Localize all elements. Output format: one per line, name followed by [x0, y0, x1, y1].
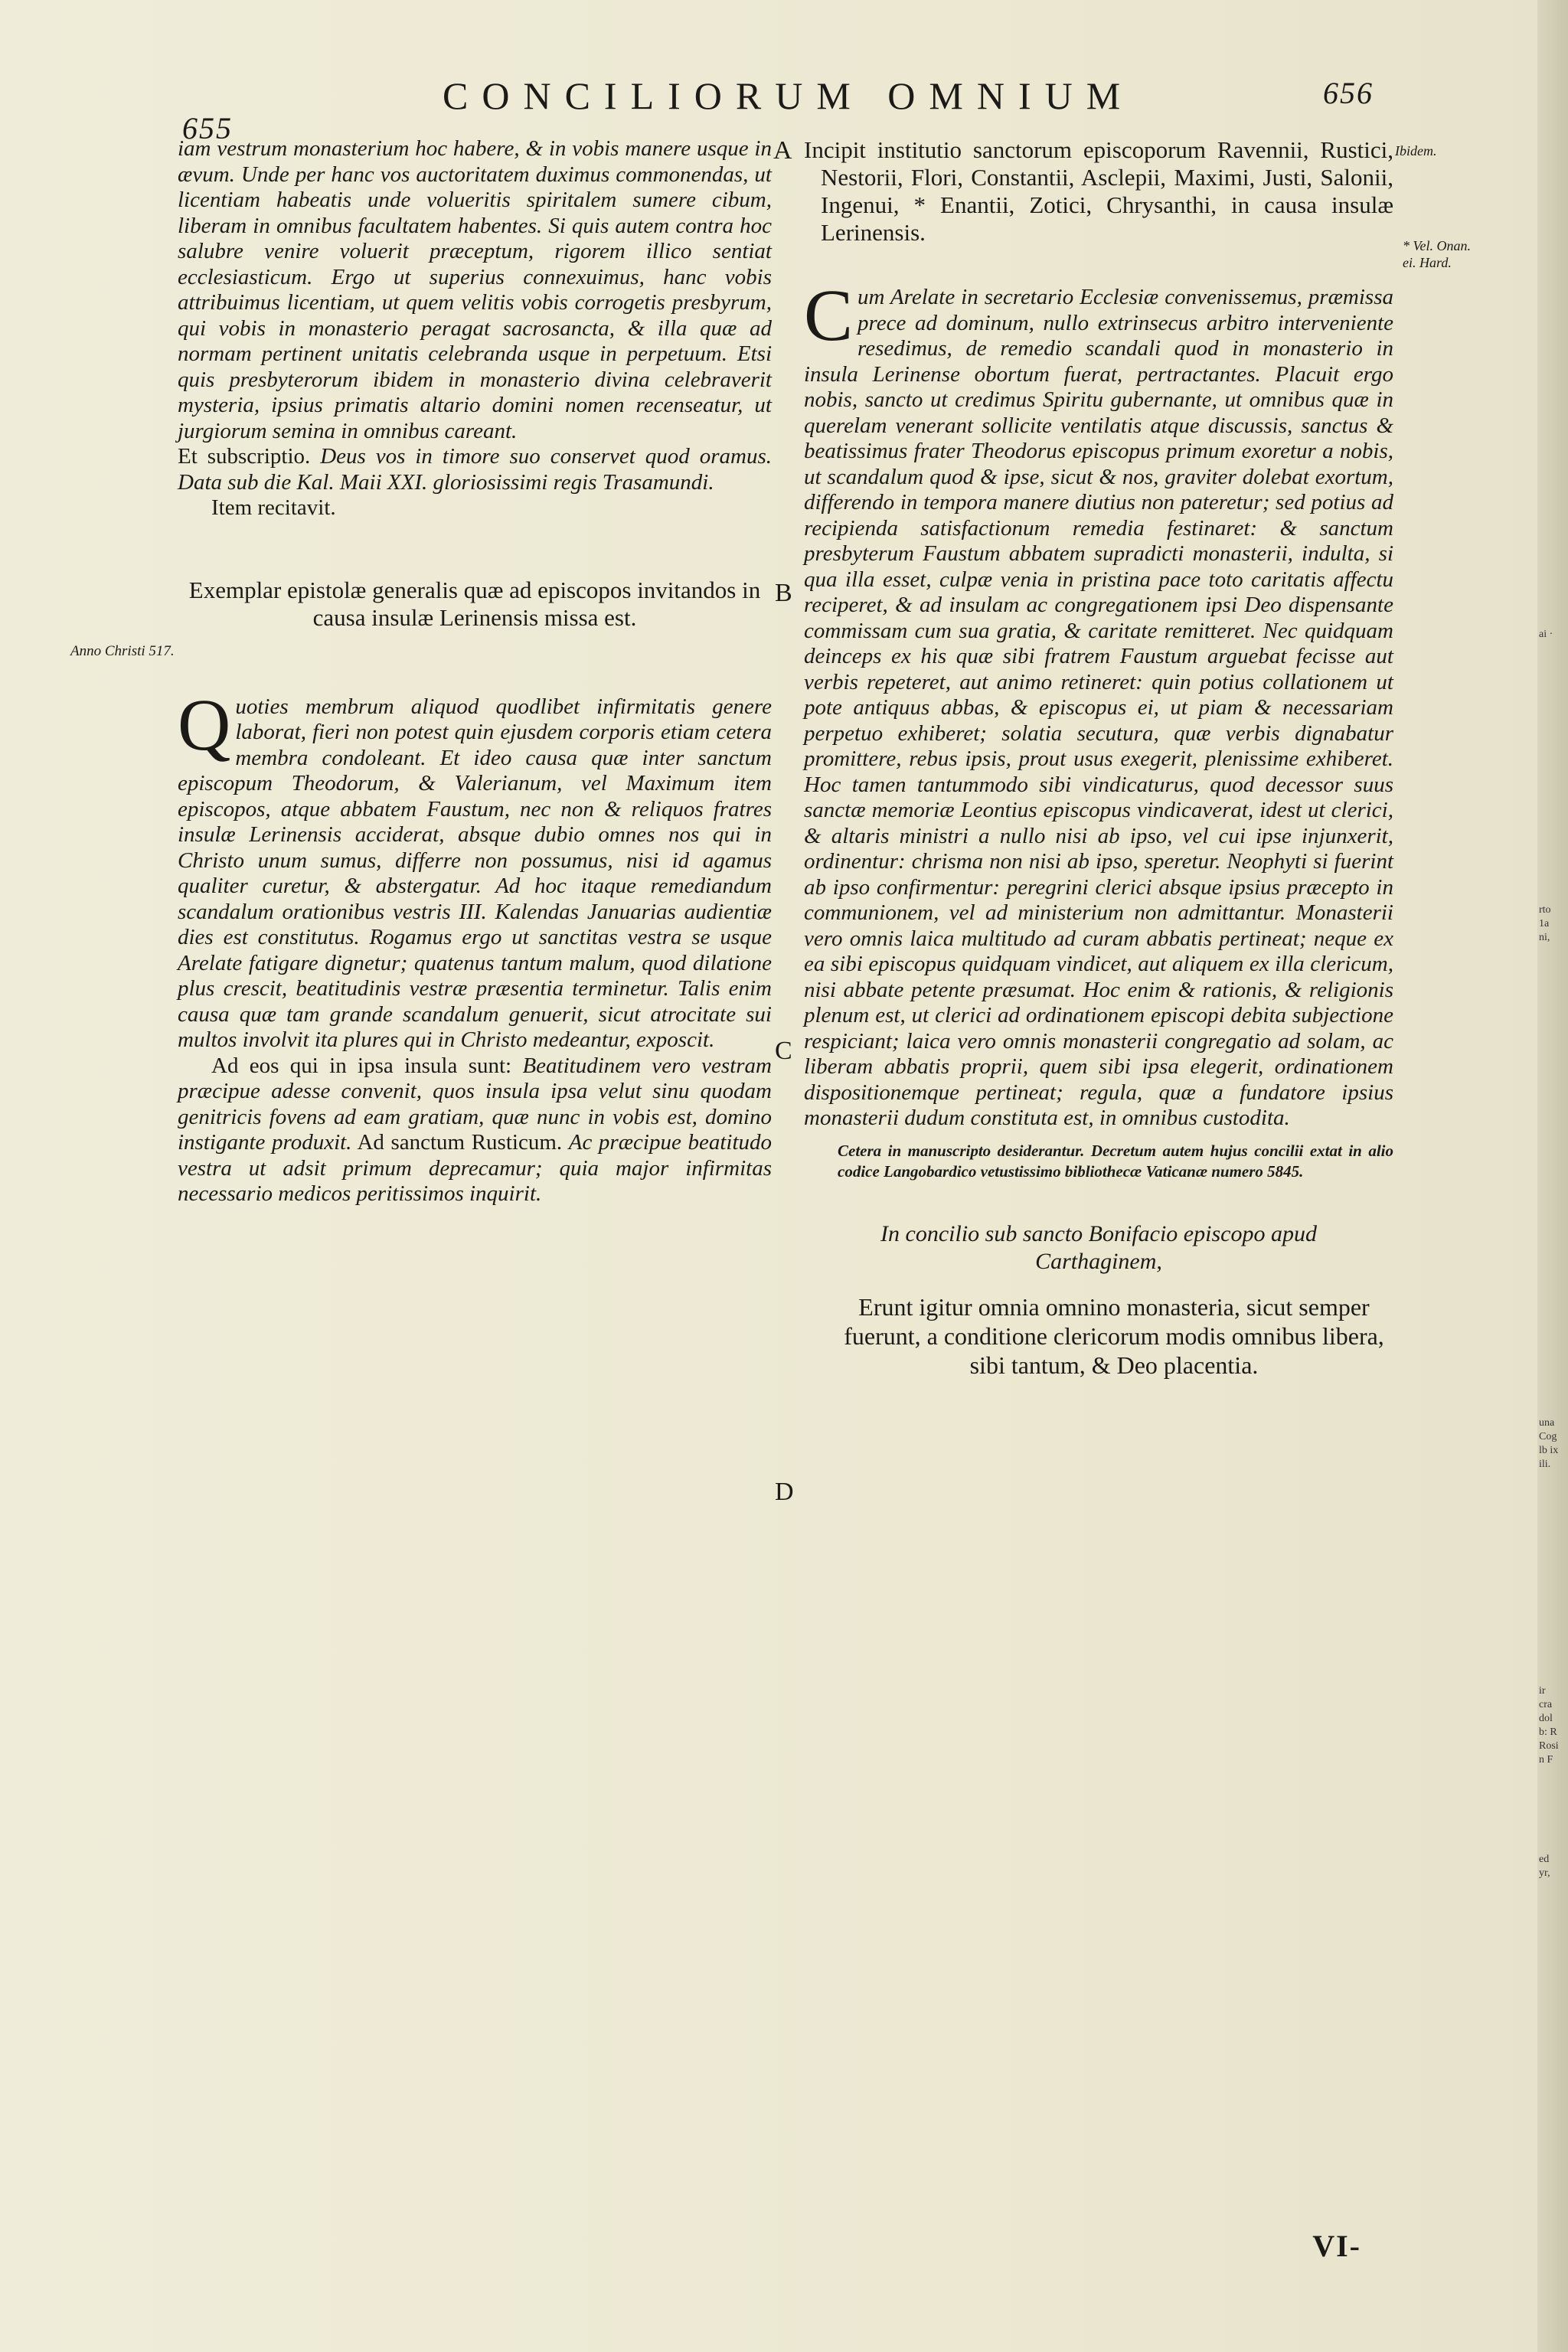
ibidem-note: Ibidem. — [1395, 143, 1437, 158]
running-title: CONCILIORUM OMNIUM — [443, 74, 1135, 117]
section-mark-a: A — [773, 136, 792, 165]
concilium-subheading: In concilio sub sancto Bonifacio episcopo apud Carthaginem, — [880, 1220, 1317, 1274]
final-lead: Ad eos qui in ipsa insula sunt: — [211, 1053, 512, 1078]
section-mark-d: D — [775, 1478, 794, 1506]
final-text: Beatitudinem vero vestram præcipue adesse convenit, quos insula ipsa velut sinu quodam genitricis fovens ad eam gratiam, quæ nunc in vobis est, domino instigante produxit. — [178, 1053, 772, 1155]
adjacent-page-edge — [1537, 0, 1568, 2352]
right-column — [804, 136, 1393, 1380]
edge-fragment: ed yr, — [1539, 1854, 1550, 1879]
signature-mark: VI- — [1312, 2229, 1361, 2263]
edge-fragment: una Cog lb ix ili. — [1539, 1417, 1559, 1470]
variant-note: * Vel. Onan. ei. Hard. — [1403, 238, 1471, 270]
edge-fragment: ir cra dol b: R Rosi n F — [1539, 1685, 1559, 1766]
page-number-right: 656 — [1323, 76, 1374, 110]
final-lead-2: Ad sanctum Rusticum. — [357, 1130, 563, 1155]
edge-fragment: ai · — [1539, 629, 1553, 640]
anno-christi-note: Anno Christi 517. — [70, 643, 175, 659]
item-recitavit: Item recitavit. — [211, 495, 336, 520]
epistle-heading: Exemplar epistolæ generalis quæ ad episcopos invitandos in causa insulæ Lerinensis missa est. — [188, 576, 761, 631]
right-body-text: um Arelate in secretario Ecclesiæ convenissemus, præmissa prece ad dominum, nullo extrinsecus arbitro interveniente resedimus, de remedio scandali quod in monasterio in insula Lerinense obortum fuerat, pertractantes. Placuit ergo nobis, sancto ut credimus Spiritu gubernante, ut omnibus quæ in querelam venerant sollicite ventilatis atque discussis, sanctus & beatissimus frater Theodorus episcopus primum exoretur a nobis, ut scandalum quod & ipse, sicut & nos, graviter dolebat exortum, differendo in tempora manere diutius non pateretur; sed potius ad recipienda satisfactionum remedia festinaret: & sanctum presbyterum Faustum abbatem supradicti monasterii, indulta, si qua illa esset, culpæ venia in pristina pace toto caritatis affectu reciperet, & ad insulam ac congregationem ipsi Deo dispensante commissam cum sua gratia, & caritate remitteret. Nec quidquam deinceps ex his quæ sibi fratrem Faustum arguebat fecisse aut verbis repeteret, aut animo retineret: quin potius collationem ut pote antiquus abbas, & episcopus ei, ut piam & necessariam perpetuo exhiberet; solatia secutura, quæ verbis dignabatur promittere, rebus ipsis, prout usus exegerit, plenissime exhiberet. Hoc tamen tantummodo sibi vindicaturus, quod decessor suus sanctæ memoriæ Leontius episcopus vindicaverat, idest ut clerici, & altaris ministri a nullo nisi ab ipso, vel cui ipse injunxerit, ordinentur: chrisma non nisi ab ipso, speretur. Neophyti si fuerint ab ipso confirmentur: peregrini clerici absque ipsius præcepto in communionem, vel ad ministerium non admittantur. Monasterii vero omnis laica multitudo ad curam abbatis pertineat; neque ex ea sibi episcopus quidquam vindicet, aut aliquem ex illa clericum, nisi abbate petente præsumat. Hoc enim & rationis, & religionis plenum est, ut clerici ad ordinationem episcopi debita subjectione respiciant; laica vero omnis monasterii congregatio ad solam, ac liberam abbatis proprii, quem sibi ipsa elegerit, ordinationem dispositionemque pertineat; regula, quæ a fundatore ipsius monasterii dudum constituta est, in omnibus custodita. — [804, 285, 1393, 1130]
dropcap-c: C — [804, 274, 854, 356]
page-number-left: 655 — [182, 111, 233, 145]
edge-fragment: rto 1a ni, — [1539, 904, 1551, 943]
footnote: Cetera in manuscripto desiderantur. Decretum autem hujus concilii extat in alio codice Langobardico vetustissimo bibliothecæ Vaticanæ numero 5845. — [838, 1141, 1393, 1181]
closing-text: Erunt igitur omnia omnino monasteria, sicut semper fuerunt, a conditione clericorum modis omnibus libera, sibi tantum, & Deo placentia. — [844, 1292, 1384, 1379]
left-top-text: iam vestrum monasterium hoc habere, & in vobis manere usque in ævum. Unde per hanc vos auctoritatem duximus commonendas, ut licentiam habeatis unde volueritis spiritalem sumere cibum, liberam in omnibus facultatem habentes. Si quis autem contra hoc salubre venire voluerit præceptum, rigorem illico sentiat ecclesiasticum. Ergo ut superius connexuimus, hanc vobis attribuimus licentiam, ut quem velitis vobis corrogetis presbyrum, qui vobis in monasterio peragat sacrosancta, & illa quæ ad normam pertinent unitatis celebranda usque in perpetuum. Etsi quis presbyterorum ibidem in monasterio divina celebraverit mysteria, ipsius primatis altario domini nomen recenseatur, ut jurgiorum semina in omnibus careant. — [178, 136, 772, 443]
section-mark-c: C — [775, 1037, 792, 1065]
subscriptio-text: Deus vos in timore suo conservet quod oramus. Data sub die Kal. Maii XXI. gloriosissimi regis Trasamundi. — [178, 444, 772, 495]
section-mark-b: B — [775, 579, 792, 607]
subscriptio-label: Et subscriptio. — [178, 444, 311, 469]
incipit: Incipit institutio sanctorum episcoporum Ravennii, Rustici, Nestorii, Flori, Constantii, Asclepii, Maximi, Justi, Salonii, Ingenui, * Enantii, Zotici, Chrysanthi, in causa insulæ Lerinensis. — [804, 136, 1393, 246]
dropcap-q: Q — [178, 683, 231, 766]
final-text-2: Ac præcipue beatitudo vestra ut adsit primum deprecamur; quia major infirmitas necessario medicos peritissimos inquirit. — [178, 1130, 772, 1206]
left-column — [178, 136, 772, 1207]
letter-text: uoties membrum aliquod quodlibet infirmitatis genere laborat, fieri non potest quin ejusdem corporis etiam cetera membra condoleant. Et ideo causa quæ inter sanctum episcopum Theodorum, & Valerianum, vel Maximum item episcopos, atque abbatem Faustum, nec non & reliquos fratres insulæ Lerinensis acciderat, absque dubio omnes nos qui in Christo unum sumus, differre non possumus, nisi id agamus qualiter curetur, & abstergatur. Ad hoc itaque remediandum scandalum orationibus vestris III. Kalendas Januarias audientiæ dies est constitutus. Rogamus ergo ut sanctitas vestra se usque Arelate fatigare dignetur; quatenus tantum malum, quod dilatione plus crescit, beatitudinis vestræ præsentia terminetur. Talis enim causa quæ tam grande scandalum genuerit, sicut atrocitate sui multos involvit ita plures qui in Christo medeantur, exposcit. — [178, 694, 772, 1052]
